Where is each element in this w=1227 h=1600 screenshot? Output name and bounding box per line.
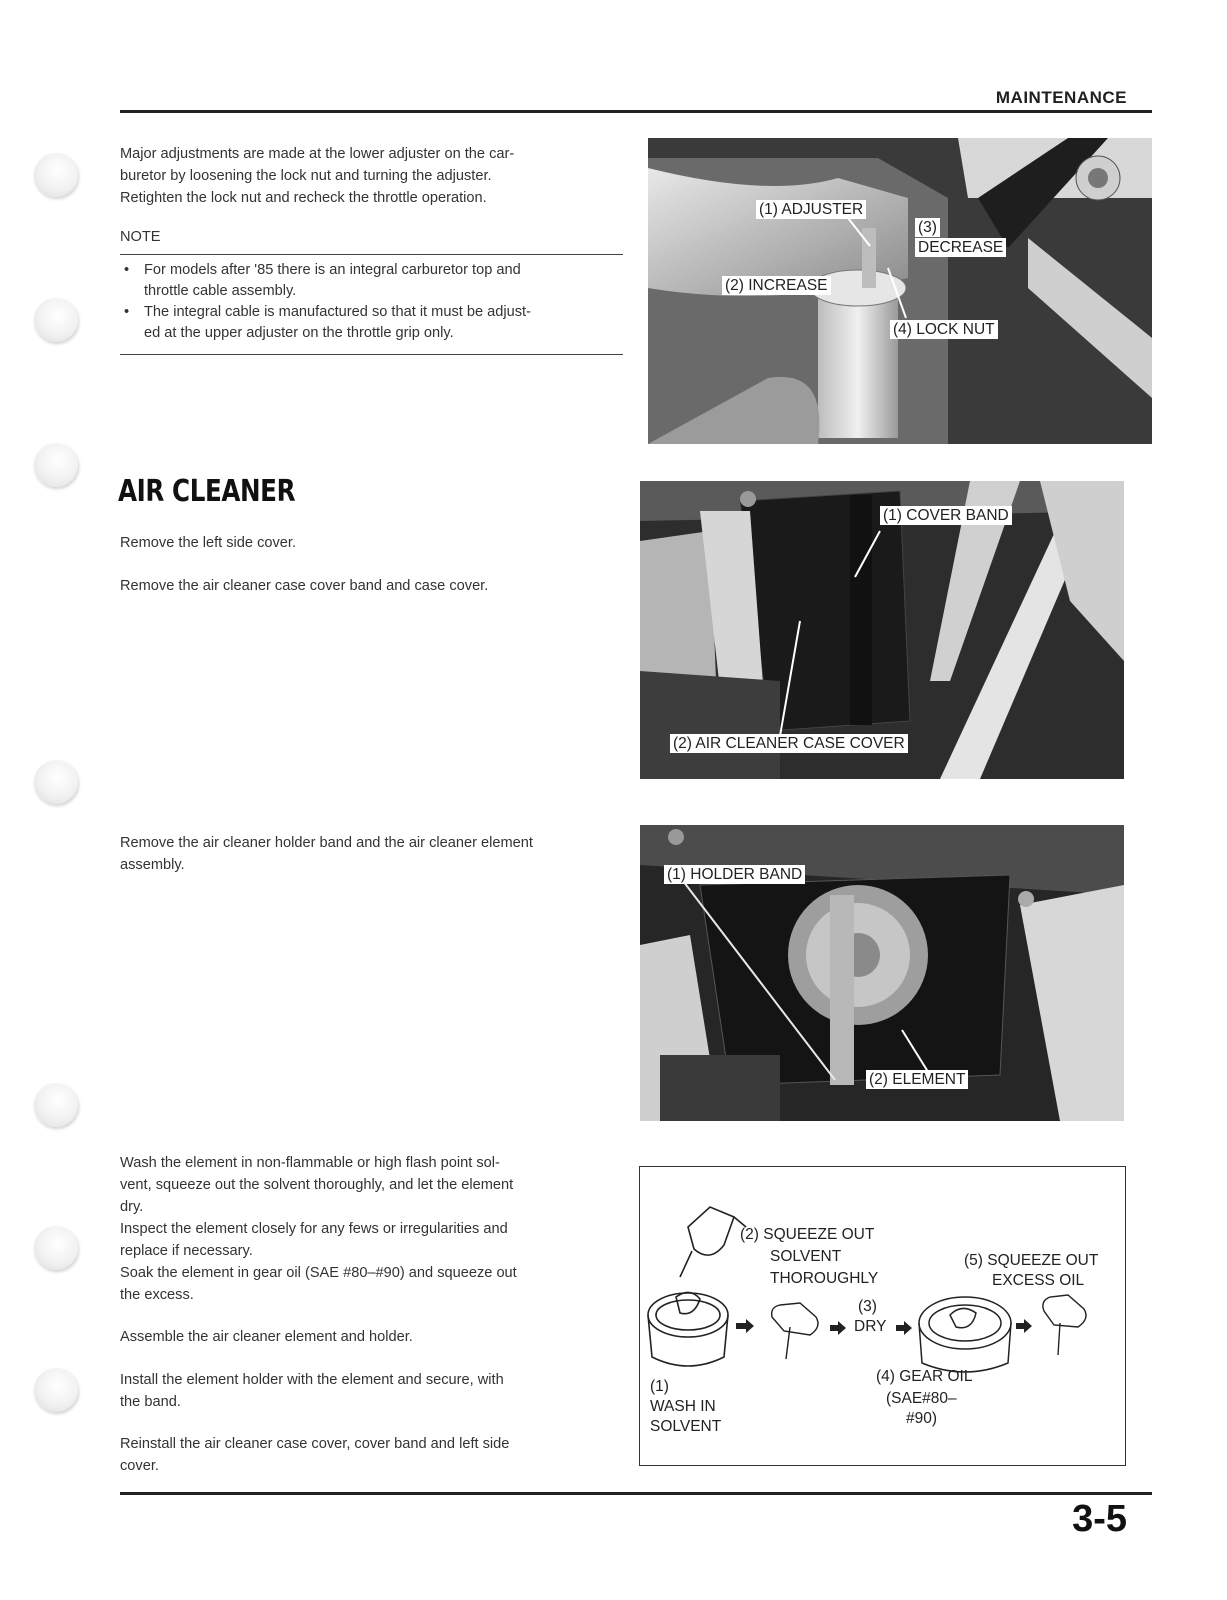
step-install xyxy=(120,1369,624,1413)
binder-hole xyxy=(34,298,78,342)
note-heading: NOTE xyxy=(120,229,161,245)
text-line: replace if necessary. xyxy=(120,1243,253,1259)
diagram-dry-num: (3) xyxy=(858,1298,877,1315)
label-holder-band: (1) HOLDER BAND xyxy=(664,865,805,884)
wash-basin-icon xyxy=(648,1292,728,1366)
step-reinstall xyxy=(120,1433,624,1477)
text-line: Wash the element in non-flammable or high flash point sol- xyxy=(120,1155,500,1171)
text-line: vent, squeeze out the solvent thoroughly, and let the element xyxy=(120,1177,514,1193)
step-remove-holder-band xyxy=(120,832,624,876)
label-element: (2) ELEMENT xyxy=(866,1070,968,1089)
text-line: cover. xyxy=(120,1458,159,1474)
binder-hole xyxy=(34,153,78,197)
text-line: Soak the element in gear oil (SAE #80–#90) and squeeze out xyxy=(120,1265,517,1281)
label-increase: (2) INCREASE xyxy=(722,276,831,295)
section-title-air-cleaner: AIR CLEANER xyxy=(118,474,296,509)
binder-hole xyxy=(34,1083,78,1127)
binder-hole xyxy=(34,760,78,804)
solvent-can-icon xyxy=(680,1207,746,1277)
wash-instructions xyxy=(120,1152,624,1306)
section-header: MAINTENANCE xyxy=(995,88,1127,107)
diagram-gear-line2: (SAE#80– xyxy=(886,1390,957,1407)
note-item: • For models after '85 there is an integral carburetor top and throttle cable assembly. xyxy=(120,260,623,302)
diagram-squeeze-line2: SOLVENT xyxy=(770,1248,842,1265)
label-decrease-num: (3) xyxy=(915,218,940,237)
text-line: buretor by loosening the lock nut and turning the adjuster. xyxy=(120,168,492,184)
text-line: the band. xyxy=(120,1394,181,1410)
note-list xyxy=(120,260,623,344)
step-remove-side-cover: Remove the left side cover. xyxy=(120,535,297,551)
diagram-wash-num: (1) xyxy=(650,1378,669,1395)
text-line: dry. xyxy=(120,1199,144,1215)
note-item: • The integral cable is manufactured so that it must be adjust- ed at the upper adjuster on the throttle grip only. xyxy=(120,302,623,344)
text-line: assembly. xyxy=(120,857,185,873)
text-line: Remove the air cleaner holder band and the air cleaner element xyxy=(120,835,533,851)
footer-rule xyxy=(120,1492,1152,1495)
text-line: the excess. xyxy=(120,1287,194,1303)
diagram-squeeze-line1: (2) SQUEEZE OUT xyxy=(740,1226,875,1243)
text-line: Inspect the element closely for any fews or irregularities and xyxy=(120,1221,508,1237)
text-line: Retighten the lock nut and recheck the throttle operation. xyxy=(120,190,487,206)
throttle-paragraph xyxy=(120,143,624,209)
diagram-dry: DRY xyxy=(854,1318,887,1335)
diagram-squeeze-line3: THOROUGHLY xyxy=(770,1270,879,1287)
text-line: Install the element holder with the element and secure, with xyxy=(120,1372,504,1388)
note-rule-bottom xyxy=(120,354,623,355)
diagram-gear-line3: #90) xyxy=(906,1410,938,1427)
diagram-wash-line2: SOLVENT xyxy=(650,1418,722,1435)
gear-oil-basin-icon xyxy=(919,1297,1011,1372)
label-adjuster: (1) ADJUSTER xyxy=(756,200,866,219)
element-cleaning-diagram xyxy=(639,1166,1126,1466)
note-rule-top xyxy=(120,254,623,255)
label-case-cover: (2) AIR CLEANER CASE COVER xyxy=(670,734,908,753)
label-cover-band: (1) COVER BAND xyxy=(880,506,1012,525)
text-line: Reinstall the air cleaner case cover, cover band and left side xyxy=(120,1436,510,1452)
label-lock-nut: (4) LOCK NUT xyxy=(890,320,998,339)
diagram-excess-line1: (5) SQUEEZE OUT xyxy=(964,1252,1099,1269)
step-remove-case-cover: Remove the air cleaner case cover band and case cover. xyxy=(120,578,489,594)
binder-hole xyxy=(34,1368,78,1412)
page-number: 3-5 xyxy=(1072,1498,1127,1540)
binder-hole xyxy=(34,443,78,487)
label-decrease: DECREASE xyxy=(915,238,1006,257)
diagram-excess-line2: EXCESS OIL xyxy=(992,1272,1085,1289)
diagram-gear-line1: (4) GEAR OIL xyxy=(876,1368,973,1385)
text-line: Major adjustments are made at the lower adjuster on the car- xyxy=(120,146,515,162)
binder-hole xyxy=(34,1226,78,1270)
step-assemble: Assemble the air cleaner element and holder. xyxy=(120,1329,413,1345)
diagram-wash-line1: WASH IN xyxy=(650,1398,716,1415)
header-rule xyxy=(120,110,1152,113)
